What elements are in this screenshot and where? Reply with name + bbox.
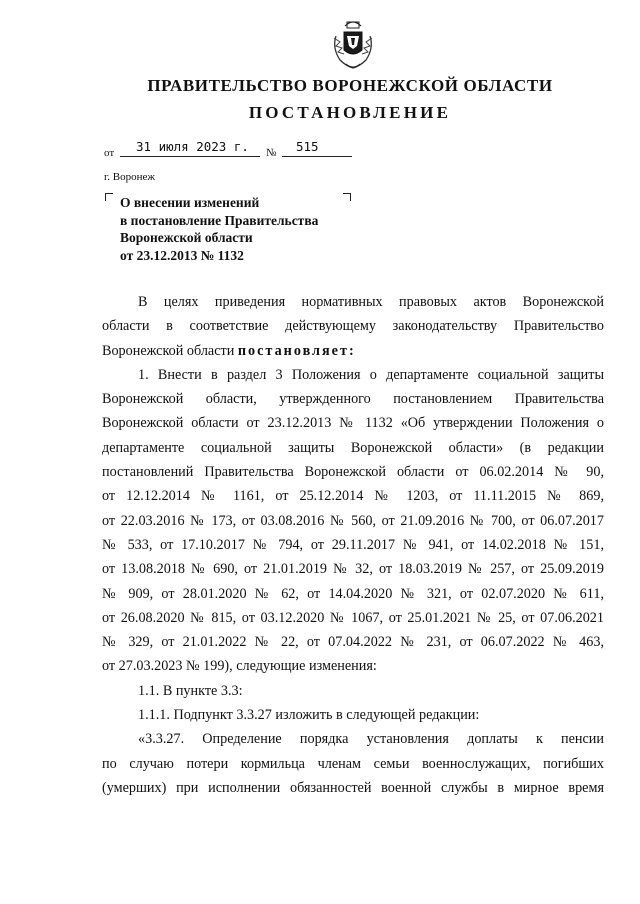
- city-label: г. Воронеж: [104, 171, 155, 183]
- quote-line: по случаю потери кормильца членам семьи военнослужащих, погибших: [102, 755, 604, 772]
- body-line: от 22.03.2016 № 173, от 03.08.2016 № 560, от 21.09.2016 № 700, от 06.07.2017: [102, 512, 604, 529]
- body-line: области в соответствие действующему законодательству Правительство: [102, 318, 604, 335]
- body-line: В целях приведения нормативных правовых актов Воронежской: [138, 294, 604, 310]
- document-type-title: ПОСТАНОВЛЕНИЕ: [248, 103, 452, 122]
- body-line: от 12.12.2014 № 1161, от 25.12.2014 № 1203, от 11.11.2015 № 869,: [102, 488, 604, 505]
- document-body: [102, 290, 604, 800]
- quote-line: «3.3.27. Определение порядка установления доплаты к пенсии: [138, 731, 604, 748]
- quote-line: (умерших) при исполнении обязанностей военной службы в мирное время: [102, 779, 604, 796]
- item-1-1: 1.1. В пункте 3.3:: [138, 682, 243, 699]
- body-line: от 27.03.2023 № 199), следующие изменения:: [102, 658, 377, 675]
- body-line: от 13.08.2018 № 690, от 21.01.2019 № 32, от 18.03.2019 № 257, от 25.09.2019: [102, 561, 604, 578]
- body-line: департаменте социальной защиты Воронежской области» (в редакции: [102, 439, 604, 456]
- date-number-line: [100, 135, 360, 159]
- government-title: ПРАВИТЕЛЬСТВО ВОРОНЕЖСКОЙ ОБЛАСТИ: [147, 76, 553, 95]
- date-value: 31 июля 2023 г.: [136, 139, 249, 154]
- coat-of-arms-emblem: [330, 18, 376, 70]
- body-line: Воронежской области от 23.12.2013 № 1132 «Об утверждении Положения о: [102, 415, 604, 432]
- subject-line: О внесении изменений: [120, 195, 260, 210]
- number-value: 515: [296, 139, 319, 154]
- body-line: постановлений Правительства Воронежской области от 06.02.2014 № 90,: [102, 464, 604, 481]
- subject-corner-left: [105, 193, 113, 201]
- number-label: №: [266, 147, 277, 159]
- decree-keyword: постановляет: [237, 342, 349, 359]
- body-line: № 329, от 21.01.2022 № 22, от 07.04.2022 № 231, от 06.07.2022 № 463,: [102, 634, 604, 651]
- body-line: Воронежской области, утвержденного постановлением Правительства: [102, 391, 604, 408]
- subject-line: Воронежской области: [120, 230, 253, 245]
- body-line: № 533, от 17.10.2017 № 794, от 29.11.2017 № 941, от 14.02.2018 № 151,: [102, 536, 604, 553]
- date-label: от: [104, 147, 115, 159]
- subject-block: [120, 194, 380, 264]
- decree-colon: :: [348, 342, 354, 359]
- subject-line: в постановление Правительства: [120, 212, 319, 228]
- item-1-1-1: 1.1.1. Подпункт 3.3.27 изложить в следующей редакции:: [138, 707, 480, 724]
- preamble-final-line: [102, 339, 604, 363]
- body-line: 1. Внести в раздел 3 Положения о департаменте социальной защиты: [138, 366, 604, 383]
- body-text: Воронежской области: [102, 342, 235, 359]
- body-line: от 26.08.2020 № 815, от 03.12.2020 № 1067, от 25.01.2021 № 25, от 07.06.2021: [102, 609, 604, 626]
- subject-line: от 23.12.2013 № 1132: [120, 247, 244, 263]
- body-line: № 909, от 28.01.2020 № 62, от 14.04.2020 № 321, от 02.07.2020 № 611,: [102, 585, 604, 602]
